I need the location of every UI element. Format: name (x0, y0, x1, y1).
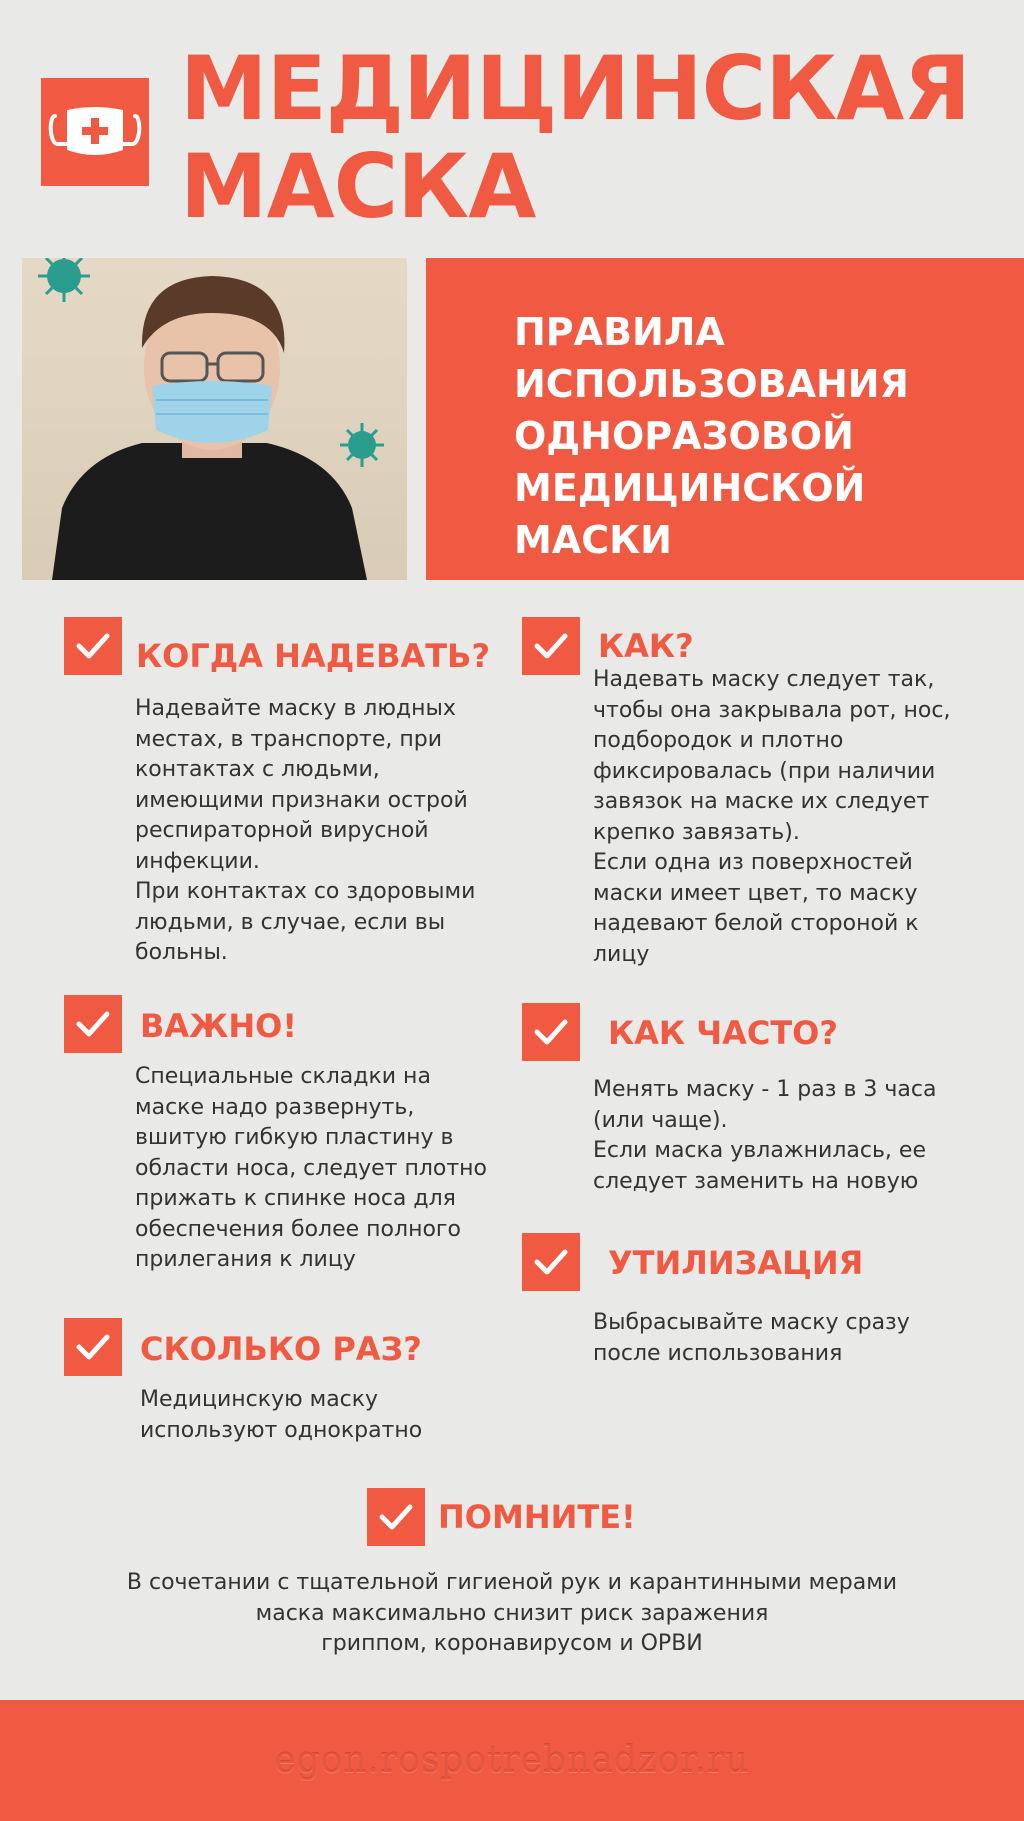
section-remember-title: ПОМНИТЕ! (438, 1498, 636, 1536)
banner-line: ИСПОЛЬЗОВАНИЯ (514, 362, 909, 406)
banner-line: ПРАВИЛА (514, 310, 725, 354)
logo (41, 78, 149, 186)
virus-icon (340, 423, 384, 467)
checkmark-icon (522, 1233, 580, 1291)
checkmark-icon (64, 995, 122, 1053)
checkmark-icon (64, 617, 122, 675)
section-how-many-text: Медицинскую маску используют однократно (140, 1387, 423, 1443)
section-how-often-text: Менять маску - 1 раз в 3 часа (или чаще). Если маска увлажнилась, ее следует заменить на новую (593, 1077, 937, 1194)
banner-line: МЕДИЦИНСКОЙ (514, 466, 866, 510)
checkmark-icon (367, 1488, 425, 1546)
page-title-line2: МАСКА (180, 135, 536, 238)
banner-line: ОДНОРАЗОВОЙ (514, 414, 854, 458)
section-how-often-title: КАК ЧАСТО? (608, 1014, 838, 1052)
banner-line: МАСКИ (514, 518, 672, 562)
page-title-line1: МЕДИЦИНСКАЯ (180, 37, 971, 140)
section-important-title: ВАЖНО! (140, 1007, 297, 1045)
medical-mask-icon (47, 102, 143, 162)
section-how-text: Надевать маску следует так, чтобы она закрывала рот, нос, подбородок и плотно фиксировалась (при наличии завязок на маске их следует крепко завязать). Если одна из поверхностей маски имеет цвет, то маску надевают белой стороной к лицу (593, 667, 951, 967)
rules-banner (426, 258, 1024, 580)
checkmark-icon (522, 1003, 580, 1061)
section-when-text: Надевайте маску в людных местах, в транспорте, при контактах с людьми, имеющими признаки острой респираторной вирусной инфекции. При контактах со здоровыми людьми, в случае, если вы больны. (135, 696, 476, 965)
section-when-title: КОГДА НАДЕВАТЬ? (136, 637, 490, 675)
virus-icon (38, 258, 90, 302)
section-remember-text: В сочетании с тщательной гигиеной рук и карантинными мерами маска максимально снизит риск заражения гриппом, коронавирусом и ОРВИ (126, 1570, 898, 1656)
section-disposal-title: УТИЛИЗАЦИЯ (608, 1244, 864, 1282)
person-in-mask-photo (22, 258, 407, 580)
checkmark-icon (522, 617, 580, 675)
section-how-title: КАК? (598, 627, 694, 665)
footer-url[interactable]: egon.rospotrebnadzor.ru (274, 1740, 750, 1781)
section-how-many-title: СКОЛЬКО РАЗ? (140, 1330, 422, 1368)
checkmark-icon (64, 1318, 122, 1376)
rules-banner-text (514, 306, 909, 566)
section-important-text: Специальные складки на маске надо развернуть, вшитую гибкую пластину в области носа, следует плотно прижать к спинке носа для обеспечения более полного прилегания к лицу (135, 1064, 488, 1272)
section-disposal-text: Выбрасывайте маску сразу после использования (593, 1310, 910, 1366)
page-title (180, 37, 971, 238)
footer (0, 1700, 1024, 1821)
